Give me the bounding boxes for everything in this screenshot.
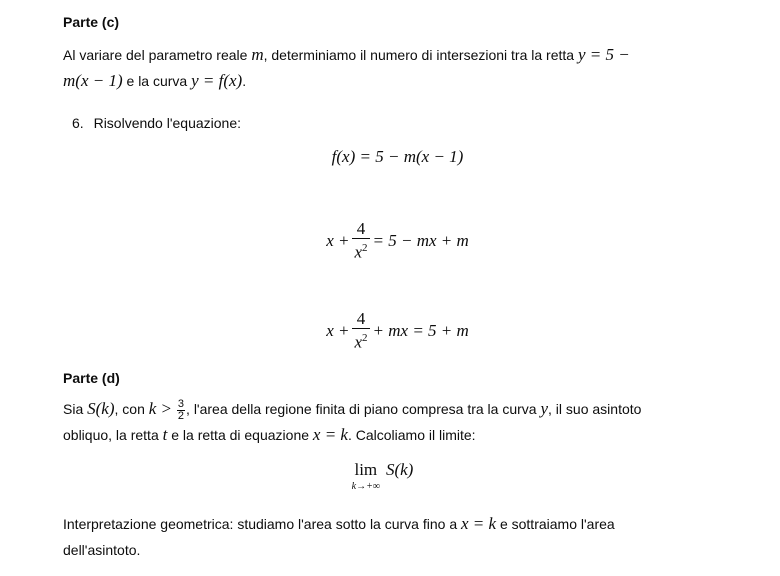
part-d-intro (63, 396, 723, 448)
part-d-text-1: , l'area della regione finita di piano compresa tra la curva (186, 401, 541, 417)
line-equation-part-a: y = 5 − (577, 45, 630, 64)
equation-2-right: = 5 − mx + m (372, 230, 469, 250)
equation-2-left: x + (326, 230, 350, 250)
equation-2-numerator: 4 (356, 219, 366, 238)
s-of-k: S(k) (87, 399, 115, 418)
interp-text-1: Interpretazione geometrica: studiamo l'area sotto la curva fino a (63, 516, 461, 532)
equation-1 (0, 147, 780, 167)
part-d-text-2: , il suo asintoto (548, 401, 642, 417)
lim-expression: S(k) (385, 460, 414, 479)
part-c-heading: Parte (c) (63, 14, 120, 30)
k-greater: k > (148, 399, 173, 418)
interp-text-3: dell'asintoto. (63, 542, 141, 558)
three-halves-den: 2 (177, 409, 185, 422)
equation-2-exponent: 2 (362, 242, 368, 254)
intro-text-4: . (242, 73, 247, 89)
line-equation-part-b: m(x − 1) (63, 71, 123, 90)
lim-word: lim (354, 460, 378, 479)
intro-text-3: e la curva (122, 73, 192, 89)
intro-text-2: , determiniamo il numero di intersezioni tra la retta (263, 47, 578, 63)
intro-text-1: Al variare del parametro reale (63, 47, 252, 63)
equation-3-exponent: 2 (362, 332, 368, 344)
curve-equation: y = f(x) (191, 71, 243, 90)
interp-x-equals-k: x = k (461, 514, 497, 533)
limit-operator (352, 460, 380, 492)
part-d-heading: Parte (d) (63, 370, 120, 386)
equation-2 (0, 220, 780, 262)
equation-3 (0, 310, 780, 352)
equation-1-text: f(x) = 5 − m(x − 1) (331, 147, 464, 166)
x-equals-k: x = k (312, 425, 348, 444)
var-y: y (540, 399, 549, 418)
three-halves-num: 3 (177, 397, 185, 410)
equation-2-den-base: x (354, 242, 363, 262)
param-m: m (251, 45, 264, 64)
step-item (72, 115, 241, 131)
equation-3-fraction (352, 310, 369, 352)
equation-3-den-base: x (354, 332, 363, 352)
step-number: 6. (72, 115, 84, 131)
three-halves (177, 399, 185, 422)
limit-expression (0, 460, 765, 492)
part-c-intro (63, 42, 703, 94)
interpretation (63, 511, 723, 563)
equation-3-right: + mx = 5 + m (372, 320, 469, 340)
equation-2-fraction (352, 220, 369, 262)
equation-3-numerator: 4 (356, 309, 366, 328)
part-d-text-3: obliquo, la retta (63, 427, 163, 443)
sia-text: Sia (63, 401, 88, 417)
lim-subscript: k→+∞ (351, 481, 380, 492)
var-t: t (162, 425, 168, 444)
step-label: Risolvendo l'equazione: (93, 115, 242, 131)
equation-2-denominator (352, 238, 369, 262)
interp-text-2: e sottraiamo l'area (496, 516, 615, 532)
equation-3-left: x + (326, 320, 350, 340)
equation-3-denominator (352, 328, 369, 352)
con-text: , con (114, 401, 149, 417)
part-d-text-5: . Calcoliamo il limite: (347, 427, 476, 443)
part-d-text-4: e la retta di equazione (167, 427, 313, 443)
